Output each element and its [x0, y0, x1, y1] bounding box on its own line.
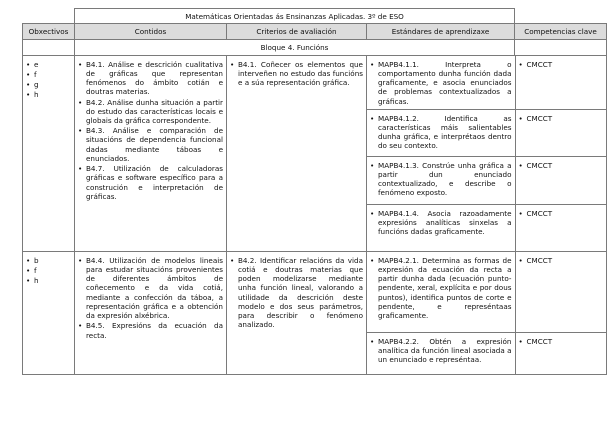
objective-item: • b [34, 256, 71, 265]
header-criteria: Criterios de avaliación [227, 24, 367, 40]
standards-subtable [367, 56, 607, 251]
objectives-cell [23, 55, 75, 251]
header-competencies: Competencias clave [515, 24, 607, 40]
content-item: • B4.7. Utilización de calculadoras gráficas e software específico para a construción e interpretación de gráficas. [86, 164, 223, 201]
objective-item: • f [34, 70, 71, 79]
header-row [23, 24, 607, 40]
section-row-1 [23, 55, 607, 251]
curriculum-table [22, 8, 607, 375]
objective-item: • f [34, 266, 71, 275]
objective-item: • g [34, 80, 71, 89]
header-contents: Contidos [75, 24, 227, 40]
table-title: Matemáticas Orientadas ás Ensinanzas Aplicadas. 3º de ESO [75, 9, 515, 24]
competency-item: • CMCCT [527, 209, 605, 218]
criterion-item: • B4.1. Coñecer os elementos que interveñen no estudo das funcións e a súa representación gráfica. [238, 60, 363, 88]
criteria-cell [227, 55, 367, 251]
content-item: • B4.3. Análise e comparación de situacións de dependencia funcional dadas mediante táboas e enunciados. [86, 126, 223, 163]
standards-subtable [367, 252, 607, 374]
competency-item: • CMCCT [527, 337, 605, 346]
standard-item: • MAPB4.2.1. Determina as formas de expresión da ecuación da recta a partir dunha dada (ecuación punto-pendente, xeral, explícita e por dous puntos), identifica puntos de corte e pendente, e represéntaas graficamente. [378, 256, 512, 321]
standard-item: • MAPB4.1.3. Constrúe unha gráfica a partir dun enunciado contextualizado, e describe o fenómeno exposto. [378, 161, 512, 198]
criteria-cell [227, 251, 367, 374]
header-standards: Estándares de aprendizaxe [367, 24, 515, 40]
criterion-item: • B4.2. Identificar relacións da vida cotiá e doutras materias que poden modelizarse mediante unha función lineal, valorando a utilidade da descrición deste modelo e dos seus parámetros, para describir o fenómeno analizado. [238, 256, 363, 330]
competency-item: • CMCCT [527, 161, 605, 170]
content-item: • B4.2. Análise dunha situación a partir do estudo das características locais e globais da gráfica correspondente. [86, 98, 223, 126]
content-item: • B4.5. Expresións da ecuación da recta. [86, 321, 223, 339]
competency-item: • CMCCT [527, 60, 605, 69]
standard-item: • MAPB4.1.1. Interpreta o comportamento dunha función dada graficamente, e asocia enunciados de problemas contextualizados a gráficas. [378, 60, 512, 106]
contents-cell [75, 251, 227, 374]
standard-item: • MAPB4.2.2. Obtén a expresión analítica da función lineal asociada a un enunciado e represéntaa. [378, 337, 512, 365]
objective-item: • h [34, 276, 71, 285]
competency-item: • CMCCT [527, 114, 605, 123]
objective-item: • e [34, 60, 71, 69]
content-item: • B4.1. Análise e descrición cualitativa de gráficas que representan fenómenos do ámbito cotián e doutras materias. [86, 60, 223, 97]
content-item: • B4.4. Utilización de modelos lineais para estudar situacións provenientes de diferentes ámbitos de coñecemento e da vida cotiá, mediante a confección da táboa, a representación gráfica e a obtención da expresión alxébrica. [86, 256, 223, 321]
objective-item: • h [34, 90, 71, 99]
standard-item: • MAPB4.1.4. Asocia razoadamente expresións analíticas sinxelas a funcións dadas graficamente. [378, 209, 512, 237]
standard-item: • MAPB4.1.2. Identifica as características máis salientables dunha gráfica, e interprétaos dentro do seu contexto. [378, 114, 512, 151]
competency-item: • CMCCT [527, 256, 605, 265]
header-objectives: Obxectivos [23, 24, 75, 40]
objectives-cell [23, 251, 75, 374]
block-title: Bloque 4. Funcións [75, 40, 515, 55]
contents-cell [75, 55, 227, 251]
section-row-2 [23, 251, 607, 374]
